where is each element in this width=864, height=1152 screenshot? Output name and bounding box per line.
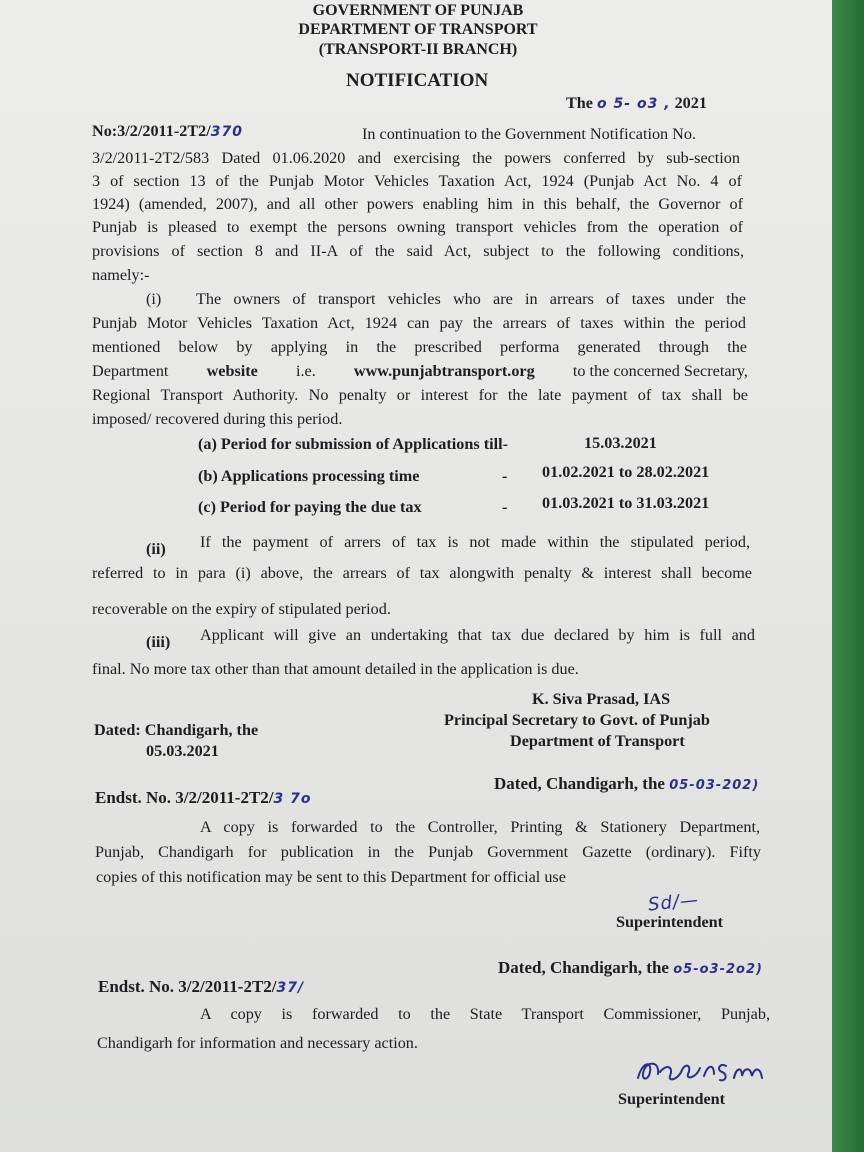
clause-i-ie: i.e.	[295, 362, 316, 380]
date-handwritten: o 5- o3 ,	[597, 96, 671, 112]
reference-number	[92, 122, 243, 141]
signatory-name: K. Siva Prasad, IAS	[532, 690, 671, 708]
reference-number-handwritten: 370	[210, 124, 243, 140]
endst-1-number	[95, 788, 312, 808]
clause-ii-number: (ii)	[146, 540, 166, 558]
endst-1-signatory-title: Superintendent	[616, 913, 724, 931]
endst-1-dated-text: Dated, Chandigarh, the	[494, 774, 665, 793]
clause-ii-line: referred to in para (i) above, the arrears of tax alongwith penalty & interest shall become	[92, 564, 752, 582]
endst-2-number-text: Endst. No. 3/2/2011-2T2/	[98, 977, 277, 996]
notification-title: NOTIFICATION	[346, 70, 489, 91]
endst-1-signature: Sd/—	[647, 889, 700, 916]
endst-2-signatory-title: Superintendent	[618, 1090, 726, 1108]
period-row-value: 15.03.2021	[584, 434, 657, 452]
clause-iii-line: final. No more tax other than that amount detailed in the application is due.	[92, 660, 579, 678]
header-branch: (TRANSPORT-II BRANCH)	[318, 41, 518, 58]
signatory-designation: Principal Secretary to Govt. of Punjab	[444, 711, 710, 729]
header-department: DEPARTMENT OF TRANSPORT	[298, 21, 538, 38]
endst-2-dated-text: Dated, Chandigarh, the	[498, 958, 669, 977]
endst-1-number-text: Endst. No. 3/2/2011-2T2/	[95, 788, 274, 807]
dated-date: 05.03.2021	[146, 742, 219, 760]
header-government: GOVERNMENT OF PUNJAB	[312, 2, 524, 19]
clause-ii-line: If the payment of arrers of tax is not made within the stipulated period,	[200, 533, 750, 551]
endst-2-dated-handwritten: o5-o3-2o2)	[673, 962, 763, 977]
intro-line: Punjab is pleased to exempt the persons owning transport vehicles from the operation of	[92, 218, 743, 236]
intro-line: namely:-	[92, 266, 150, 284]
period-row-dash: -	[502, 498, 508, 516]
endst-2-dated	[498, 958, 763, 978]
intro-line: 3 of section 13 of the Punjab Motor Vehicles Taxation Act, 1924 (Punjab Act No. 4 of	[92, 172, 742, 190]
intro-line: 1924) (amended, 2007), and all other powers enabling him in this behalf, the Governor of	[92, 195, 743, 213]
period-row-label: (b) Applications processing time	[198, 467, 420, 485]
endst-1-line: Punjab, Chandigarh for publication in the Punjab Government Gazette (ordinary). Fifty	[95, 843, 761, 861]
clause-i-line: Regional Transport Authority. No penalty or interest for the late payment of tax shall be	[92, 386, 748, 404]
clause-i-url: www.punjabtransport.org	[353, 362, 535, 380]
endst-2-signature-icon	[630, 1052, 780, 1088]
clause-i-website-word: website	[206, 362, 258, 380]
date-year: 2021	[674, 94, 707, 112]
intro-line: In continuation to the Government Notification No.	[362, 125, 697, 143]
clause-i-to-secretary: to the concerned Secretary,	[572, 362, 748, 380]
clause-i-website-line	[92, 362, 748, 381]
endst-1-line: copies of this notification may be sent to this Department for official use	[96, 868, 566, 886]
endst-2-line: Chandigarh for information and necessary action.	[97, 1034, 418, 1052]
clause-i-line: The owners of transport vehicles who are in arrears of taxes under the	[196, 290, 746, 308]
clause-iii-line: Applicant will give an undertaking that tax due declared by him is full and	[200, 626, 755, 644]
clause-iii-number: (iii)	[146, 633, 171, 651]
period-row-label: (a) Period for submission of Applications till-	[198, 435, 508, 453]
date-label: The	[566, 94, 593, 112]
clause-ii-line: recoverable on the expiry of stipulated period.	[92, 600, 391, 618]
intro-line: provisions of section 8 and II-A of the said Act, subject to the following conditions,	[92, 242, 744, 260]
period-row-value: 01.03.2021 to 31.03.2021	[542, 494, 710, 512]
endst-1-number-handwritten: 3 7o	[273, 791, 312, 807]
period-row-label: (c) Period for paying the due tax	[198, 498, 422, 516]
endst-2-line: A copy is forwarded to the State Transport Commissioner, Punjab,	[200, 1005, 770, 1023]
endst-1-dated-handwritten: 05-03-202)	[669, 778, 760, 793]
clause-i-line: Punjab Motor Vehicles Taxation Act, 1924 can pay the arrears of taxes within the period	[92, 314, 746, 332]
reference-number-text: No:3/2/2011-2T2/	[92, 122, 211, 140]
clause-i-department-word: Department	[92, 362, 169, 380]
endst-1-dated	[494, 774, 759, 794]
clause-i-line: mentioned below by applying in the prescribed performa generated through the	[92, 338, 747, 356]
background-edge	[832, 0, 864, 1152]
period-row-value: 01.02.2021 to 28.02.2021	[542, 463, 710, 481]
endst-2-number-handwritten: 37/	[276, 980, 305, 996]
signatory-department: Department of Transport	[510, 732, 685, 750]
period-row-dash: -	[502, 467, 508, 485]
notification-date	[566, 94, 707, 113]
clause-i-line: imposed/ recovered during this period.	[92, 410, 343, 428]
endst-2-number	[98, 977, 304, 997]
clause-i-number: (i)	[146, 290, 162, 308]
intro-line: 3/2/2011-2T2/583 Dated 01.06.2020 and exercising the powers conferred by sub-section	[92, 149, 740, 167]
endst-1-line: A copy is forwarded to the Controller, Printing & Stationery Department,	[200, 818, 760, 836]
dated-place: Dated: Chandigarh, the	[94, 721, 259, 739]
